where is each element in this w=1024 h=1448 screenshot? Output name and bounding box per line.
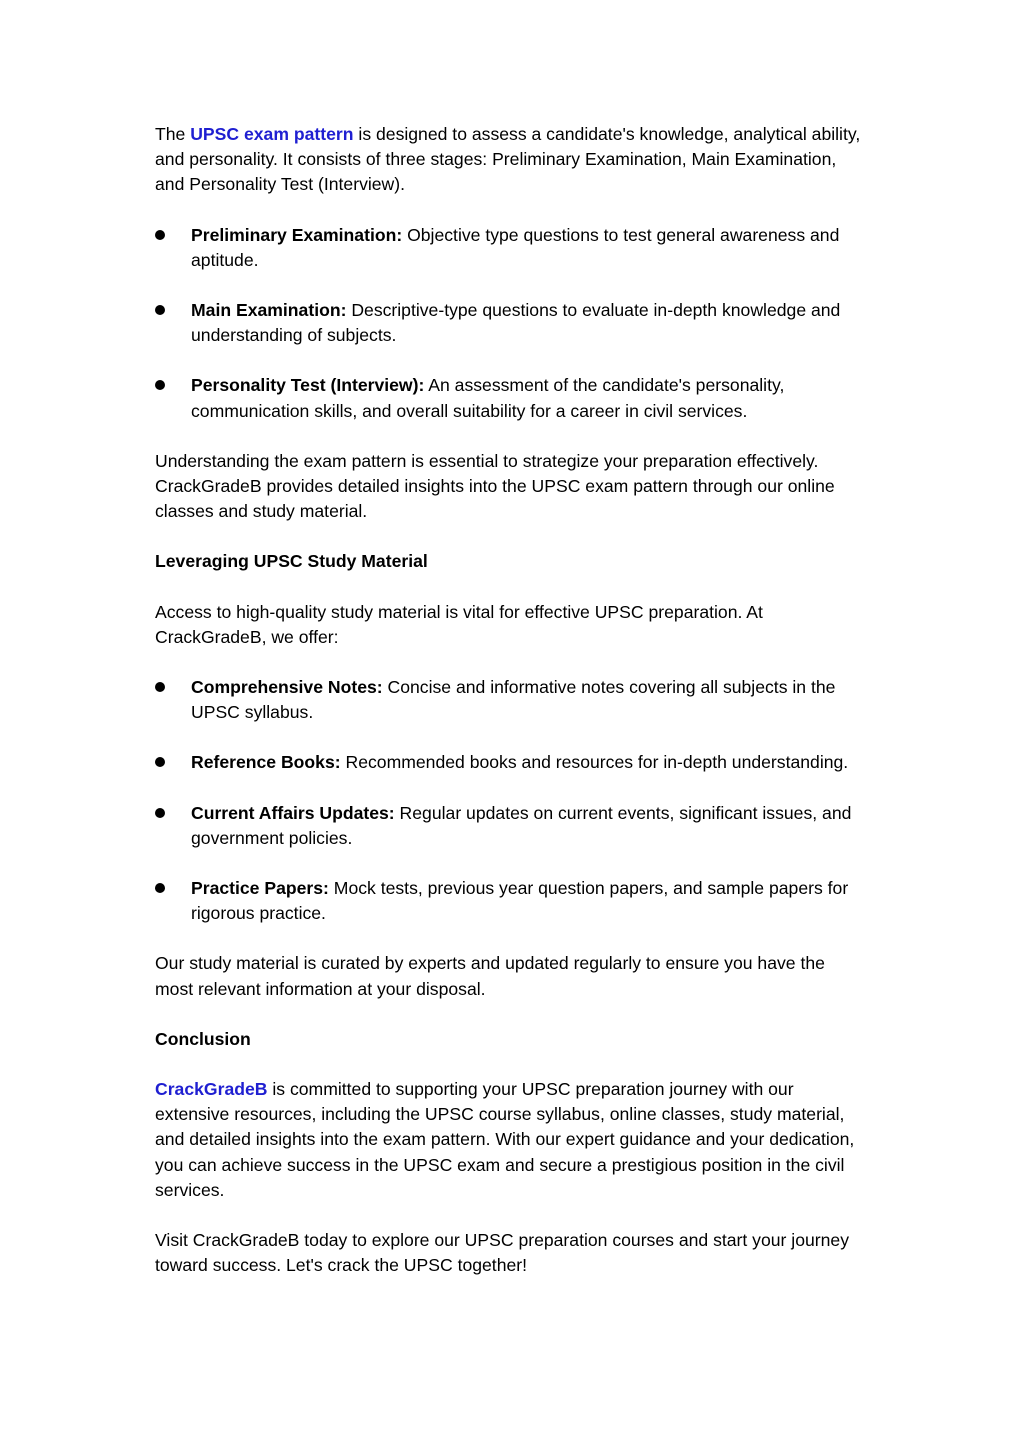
list-item (155, 298, 867, 348)
list-item-term: Personality Test (Interview): (191, 375, 425, 396)
list-item-desc: An assessment of the candidate's personality, communication skills, and overall suitability for a career in civil services. (191, 375, 785, 421)
intro-paragraph (155, 122, 867, 198)
conclusion-paragraph (155, 1077, 867, 1203)
list-item (155, 801, 867, 851)
list-item-desc: Descriptive-type questions to evaluate in-depth knowledge and understanding of subjects. (191, 300, 841, 346)
list-item-desc: Concise and informative notes covering all subjects in the UPSC syllabus. (191, 677, 836, 723)
study-material-heading: Leveraging UPSC Study Material (155, 551, 428, 572)
list-item (155, 223, 867, 273)
list-item-term: Current Affairs Updates: (191, 802, 395, 823)
list-item (155, 675, 867, 725)
bullet-icon (155, 682, 165, 692)
conclusion-heading: Conclusion (155, 1028, 251, 1049)
list-item-term: Preliminary Examination: (191, 224, 403, 245)
bullet-icon (155, 380, 165, 390)
bullet-icon (155, 757, 165, 767)
crackgradeb-link[interactable]: CrackGradeB (155, 1079, 268, 1100)
list-item-term: Practice Papers: (191, 878, 329, 899)
intro-suffix: is designed to assess a candidate's knowledge, analytical ability, and personality. It consists of three stages: Preliminary Examination, Main Examination, and Personality Test (Interview). (155, 124, 861, 195)
bullet-icon (155, 883, 165, 893)
exam-stages-list (155, 223, 867, 424)
list-item (155, 373, 867, 423)
list-item-desc: Regular updates on current events, significant issues, and government policies. (191, 802, 852, 848)
list-item-desc: Recommended books and resources for in-depth understanding. (340, 752, 849, 773)
conclusion-text: is committed to supporting your UPSC preparation journey with our extensive resources, including the UPSC course syllabus, online classes, study material, and detailed insights into the exam pattern. With our expert guidance and your dedication, you can achieve success in the UPSC exam and secure a prestigious position in the civil services. (155, 1079, 855, 1200)
list-item-term: Comprehensive Notes: (191, 677, 383, 698)
list-item-desc: Objective type questions to test general awareness and aptitude. (191, 224, 840, 270)
list-item-term: Reference Books: (191, 752, 341, 773)
upsc-exam-pattern-link[interactable]: UPSC exam pattern (190, 124, 354, 144)
document-page (155, 122, 867, 1304)
study-materials-list (155, 675, 867, 926)
bullet-icon (155, 230, 165, 240)
bullet-icon (155, 305, 165, 315)
bullet-icon (155, 808, 165, 818)
curated-paragraph: Our study material is curated by experts and updated regularly to ensure you have the most relevant information at your disposal. (155, 953, 825, 999)
intro-prefix: The (155, 124, 191, 144)
exam-pattern-paragraph: Understanding the exam pattern is essential to strategize your preparation effectively. CrackGradeB provides detailed insights into the UPSC exam pattern through our online classes and study material. (155, 450, 835, 522)
list-item (155, 750, 867, 775)
closing-paragraph: Visit CrackGradeB today to explore our UPSC preparation courses and start your journey toward success. Let's crack the UPSC together! (155, 1230, 849, 1276)
list-item-term: Main Examination: (191, 300, 347, 321)
study-material-intro: Access to high-quality study material is vital for effective UPSC preparation. At CrackGradeB, we offer: (155, 601, 763, 647)
list-item (155, 876, 867, 926)
list-item-desc: Mock tests, previous year question papers, and sample papers for rigorous practice. (191, 878, 849, 924)
